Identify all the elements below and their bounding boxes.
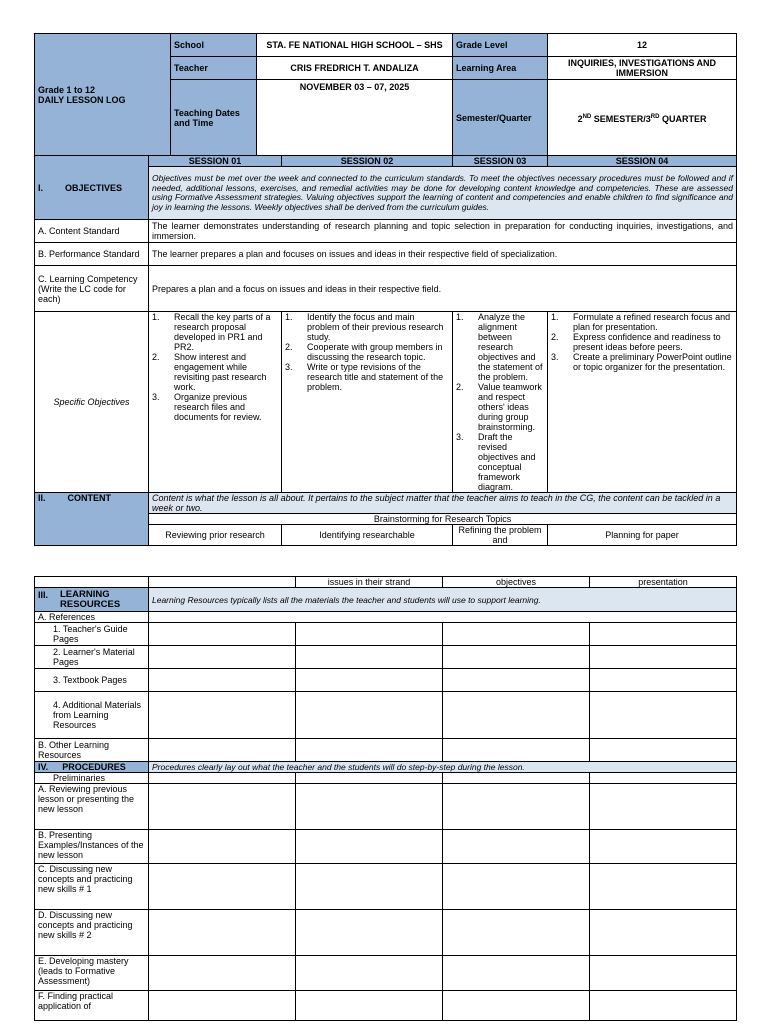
cell <box>296 910 443 956</box>
cell <box>149 773 296 784</box>
specific-objectives-session-4: 1. Formulate a refined research focus and plan for presentation. 2. Express confidence and readiness to present ideas before peers. 3. Create a preliminary PowerPoint outline or topic organizer for the presentation. <box>548 312 737 493</box>
cell <box>149 956 296 991</box>
cell <box>296 784 443 830</box>
procedure-step-e: E. Developing mastery (leads to Formative Assessment) <box>35 956 149 991</box>
learning-area-label: Learning Area <box>453 57 548 80</box>
learning-area-value: INQUIRIES, INVESTIGATIONS AND IMMERSION <box>548 57 737 80</box>
cell <box>149 646 296 669</box>
cell <box>296 739 443 762</box>
cell <box>296 623 443 646</box>
cell <box>590 784 737 830</box>
cell <box>149 830 296 864</box>
learning-resources-heading: III. LEARNING RESOURCES <box>35 588 149 612</box>
cell <box>296 773 443 784</box>
dll-continuation-table <box>34 576 737 1021</box>
cell <box>443 784 590 830</box>
cell <box>296 669 443 692</box>
dates-label: Teaching Dates and Time <box>171 80 257 156</box>
cell <box>149 669 296 692</box>
cell <box>149 910 296 956</box>
content-note: Content is what the lesson is all about. It pertains to the subject matter that the teacher aims to teach in the CG, the content can be tackled in a week or two. <box>149 493 737 514</box>
procedures-heading: IV. PROCEDURES <box>35 762 149 773</box>
cell <box>296 646 443 669</box>
cell <box>296 830 443 864</box>
specific-objectives-session-1: 1. Recall the key parts of a research proposal developed in PR1 and PR2. 2. Show interest and engagement while revisiting past research work. 3. Organize previous research files and documents for review. <box>149 312 282 493</box>
cell <box>590 910 737 956</box>
cell <box>590 623 737 646</box>
cell <box>296 692 443 739</box>
grade-level-value: 12 <box>548 34 737 57</box>
cell <box>443 864 590 910</box>
learners-material-label: 2. Learner's Material Pages <box>35 646 149 669</box>
session-04-header: SESSION 04 <box>548 156 737 167</box>
procedures-note: Procedures clearly lay out what the teacher and the students will do step-by-step during the lesson. <box>149 762 737 773</box>
content-session-2: Identifying researchable <box>282 525 453 546</box>
teachers-guide-label: 1. Teacher's Guide Pages <box>35 623 149 646</box>
cell <box>149 623 296 646</box>
dll-header-table <box>34 33 737 546</box>
cell <box>590 773 737 784</box>
cell <box>443 773 590 784</box>
cell <box>149 991 296 1021</box>
cell <box>590 830 737 864</box>
additional-materials-label: 4. Additional Materials from Learning Resources <box>35 692 149 739</box>
specific-objectives-label: Specific Objectives <box>35 312 149 493</box>
cell <box>590 956 737 991</box>
content-continued-label <box>35 577 149 588</box>
cell <box>590 692 737 739</box>
learning-resources-note: Learning Resources typically lists all the materials the teacher and students will use to support learning. <box>149 588 737 612</box>
performance-standard-text: The learner prepares a plan and focuses on issues and ideas in their respective field of specialization. <box>149 243 737 266</box>
content-heading: II. CONTENT <box>35 493 149 546</box>
grade-level-label: Grade Level <box>453 34 548 57</box>
procedure-step-f: F. Finding practical application of <box>35 991 149 1021</box>
procedure-step-d: D. Discussing new concepts and practicing new skills # 2 <box>35 910 149 956</box>
competency-text: Prepares a plan and a focus on issues and ideas in their respective field. <box>149 266 737 312</box>
procedure-step-b: B. Presenting Examples/Instances of the new lesson <box>35 830 149 864</box>
cell <box>443 910 590 956</box>
teacher-value: CRIS FREDRICH T. ANDALIZA <box>257 57 453 80</box>
cell <box>149 692 296 739</box>
cell <box>149 864 296 910</box>
dates-value: NOVEMBER 03 – 07, 2025 <box>257 80 453 156</box>
cell <box>443 646 590 669</box>
content-standard-text: The learner demonstrates understanding of research planning and topic selection in preparation for conducting inquiries, investigations, and immersion. <box>149 220 737 243</box>
content-topic: Brainstorming for Research Topics <box>149 514 737 525</box>
cell <box>443 623 590 646</box>
cell <box>590 669 737 692</box>
competency-label: C. Learning Competency (Write the LC code for each) <box>35 266 149 312</box>
cell <box>590 739 737 762</box>
procedure-step-a: A. Reviewing previous lesson or presenting the new lesson <box>35 784 149 830</box>
school-value: STA. FE NATIONAL HIGH SCHOOL – SHS <box>257 34 453 57</box>
references-row <box>149 612 737 623</box>
content-continued-session-2: issues in their strand <box>296 577 443 588</box>
cell <box>443 956 590 991</box>
grade-log-title: Grade 1 to 12 DAILY LESSON LOG <box>35 34 171 156</box>
cell <box>443 830 590 864</box>
cell <box>296 956 443 991</box>
cell <box>296 864 443 910</box>
textbook-pages-label: 3. Textbook Pages <box>35 669 149 692</box>
teacher-label: Teacher <box>171 57 257 80</box>
content-session-3: Refining the problem and <box>453 525 548 546</box>
specific-objectives-session-3: 1. Analyze the alignment between research objectives and the statement of the problem. 2. Value teamwork and respect others' ideas during group brainstorming. 3. Draft the revised objectives and conceptual framework diagram. <box>453 312 548 493</box>
cell <box>590 991 737 1021</box>
objectives-heading: I. OBJECTIVES <box>35 156 149 220</box>
cell <box>296 991 443 1021</box>
preliminaries-label: Preliminaries <box>35 773 149 784</box>
cell <box>149 784 296 830</box>
session-01-header: SESSION 01 <box>149 156 282 167</box>
specific-objectives-session-2: 1. Identify the focus and main problem of their previous research study. 2. Cooperate with group members in discussing the research topic. 3. Write or type revisions of the research title and statement of the problem. <box>282 312 453 493</box>
semester-value: 2ND SEMESTER/3RD QUARTER <box>548 80 737 156</box>
other-resources-label: B. Other Learning Resources <box>35 739 149 762</box>
objectives-note: Objectives must be met over the week and connected to the curriculum standards. To meet the objectives necessary procedures must be followed and if needed, additional lessons, exercises, and remedial activities may be done for developing content knowledge and competencies. These are assessed using Formative Assessment strategies. Valuing objectives support the learning of content and competencies and enable children to find significance and joy in learning the lessons. Weekly objectives shall be derived from the curriculum guides. <box>149 167 737 220</box>
content-continued-session-3: objectives <box>443 577 590 588</box>
session-02-header: SESSION 02 <box>282 156 453 167</box>
cell <box>443 739 590 762</box>
semester-label: Semester/Quarter <box>453 80 548 156</box>
cell <box>149 739 296 762</box>
cell <box>443 692 590 739</box>
school-label: School <box>171 34 257 57</box>
references-label: A. References <box>35 612 149 623</box>
content-continued-session-1 <box>149 577 296 588</box>
content-session-4: Planning for paper <box>548 525 737 546</box>
content-session-1: Reviewing prior research <box>149 525 282 546</box>
cell <box>590 864 737 910</box>
cell <box>443 669 590 692</box>
content-continued-session-4: presentation <box>590 577 737 588</box>
cell <box>443 991 590 1021</box>
cell <box>590 646 737 669</box>
content-standard-label: A. Content Standard <box>35 220 149 243</box>
procedure-step-c: C. Discussing new concepts and practicing new skills # 1 <box>35 864 149 910</box>
performance-standard-label: B. Performance Standard <box>35 243 149 266</box>
session-03-header: SESSION 03 <box>453 156 548 167</box>
